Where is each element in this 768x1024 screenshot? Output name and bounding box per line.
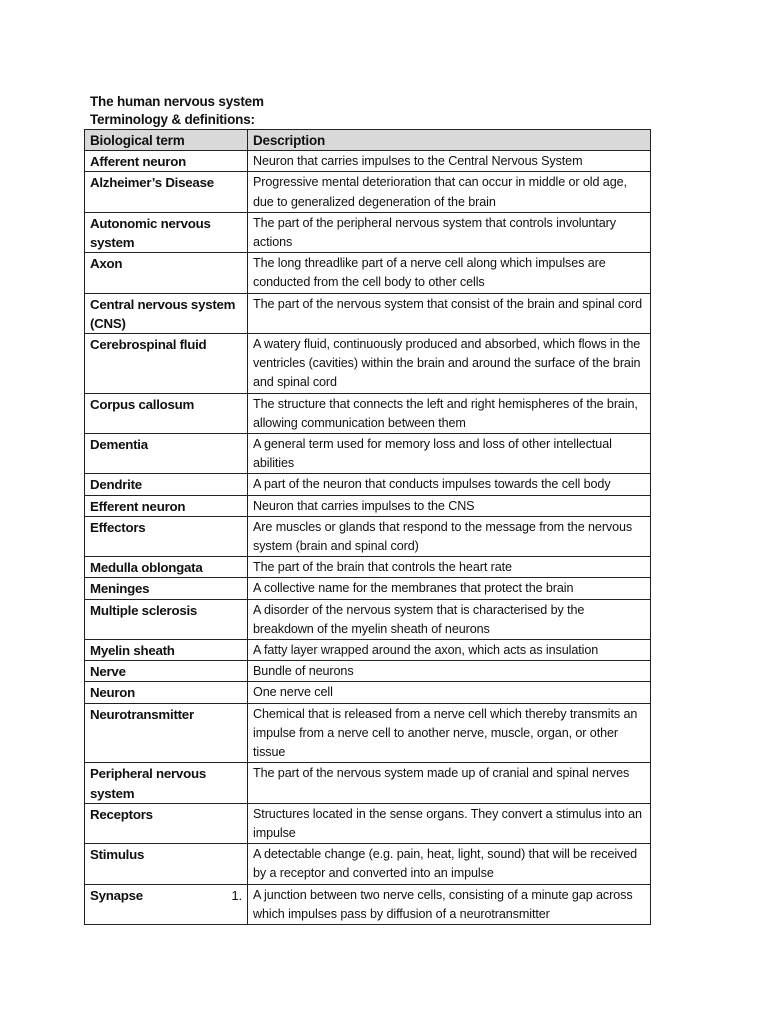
- term-cell: [85, 334, 248, 394]
- term-text: Nerve: [90, 664, 126, 680]
- term-cell: [85, 884, 248, 924]
- term-text: Effectors: [90, 519, 146, 535]
- description-cell: The part of the nervous system made up of cranial and spinal nerves: [248, 763, 651, 803]
- description-cell: The part of the peripheral nervous system that controls involuntary actions: [248, 212, 651, 252]
- document-title: The human nervous system: [90, 94, 264, 109]
- table-row: [85, 557, 651, 578]
- description-cell: A fatty layer wrapped around the axon, which acts as insulation: [248, 640, 651, 661]
- table-row: [85, 516, 651, 556]
- term-cell: [85, 703, 248, 763]
- table-row: [85, 474, 651, 495]
- term-cell: [85, 661, 248, 682]
- term-text: Peripheral nervous system: [90, 766, 206, 801]
- term-cell: [85, 495, 248, 516]
- description-cell: A part of the neuron that conducts impulses towards the cell body: [248, 474, 651, 495]
- table-row: [85, 682, 651, 703]
- term-cell: [85, 212, 248, 252]
- table-row: [85, 334, 651, 394]
- table-row: [85, 661, 651, 682]
- term-text: Medulla oblongata: [90, 560, 203, 576]
- description-cell: A collective name for the membranes that protect the brain: [248, 578, 651, 599]
- term-text: Multiple sclerosis: [90, 602, 198, 618]
- table-row: [85, 803, 651, 843]
- term-text: Autonomic nervous system: [90, 215, 211, 251]
- term-text: Synapse: [90, 887, 143, 903]
- term-text: Neurotransmitter: [90, 706, 194, 722]
- term-text: Dendrite: [90, 477, 142, 493]
- table-body: [85, 151, 651, 925]
- term-text: Cerebrospinal fluid: [90, 337, 207, 353]
- table-row: [85, 640, 651, 661]
- table-row: [85, 578, 651, 599]
- description-cell: A detectable change (e.g. pain, heat, light, sound) that will be received by a receptor and converted into an impulse: [248, 844, 651, 884]
- table-row: [85, 703, 651, 763]
- description-cell: The structure that connects the left and right hemispheres of the brain, allowing communication between them: [248, 393, 651, 433]
- document-subtitle: Terminology & definitions:: [90, 112, 255, 127]
- term-text: Alzheimer’s Disease: [90, 175, 214, 191]
- table-row: [85, 293, 651, 333]
- term-cell: [85, 253, 248, 293]
- terminology-table: [84, 129, 651, 925]
- list-marker: 1.: [231, 887, 242, 903]
- term-cell: [85, 293, 248, 333]
- term-cell: [85, 434, 248, 474]
- term-cell: [85, 393, 248, 433]
- term-text: Corpus callosum: [90, 396, 195, 412]
- term-cell: [85, 599, 248, 639]
- description-cell: The part of the nervous system that consist of the brain and spinal cord: [248, 293, 651, 333]
- term-text: Afferent neuron: [90, 154, 186, 170]
- description-cell: Chemical that is released from a nerve cell which thereby transmits an impulse from a nerve cell to another nerve, muscle, organ, or other tissue: [248, 703, 651, 763]
- term-text: Receptors: [90, 806, 153, 822]
- table-row: [85, 393, 651, 433]
- description-cell: The long threadlike part of a nerve cell along which impulses are conducted from the cell body to other cells: [248, 253, 651, 293]
- term-text: Neuron: [90, 685, 136, 701]
- term-cell: [85, 578, 248, 599]
- term-text: Stimulus: [90, 847, 145, 863]
- term-text: Myelin sheath: [90, 643, 175, 659]
- table-row: [85, 253, 651, 293]
- term-cell: [85, 474, 248, 495]
- table-row: [85, 763, 651, 803]
- description-cell: Are muscles or glands that respond to the message from the nervous system (brain and spinal cord): [248, 516, 651, 556]
- description-cell: Progressive mental deterioration that can occur in middle or old age, due to generalized degeneration of the brain: [248, 172, 651, 212]
- term-cell: [85, 172, 248, 212]
- description-cell: A disorder of the nervous system that is characterised by the breakdown of the myelin sheath of neurons: [248, 599, 651, 639]
- description-cell: One nerve cell: [248, 682, 651, 703]
- description-cell: Neuron that carries impulses to the CNS: [248, 495, 651, 516]
- table-row: [85, 599, 651, 639]
- table-row: [85, 884, 651, 924]
- table-row: [85, 844, 651, 884]
- table-row: [85, 495, 651, 516]
- table-row: [85, 434, 651, 474]
- description-cell: Bundle of neurons: [248, 661, 651, 682]
- term-cell: [85, 803, 248, 843]
- header-biological-term: Biological term: [85, 130, 248, 151]
- table-row: [85, 212, 651, 252]
- term-cell: [85, 640, 248, 661]
- description-cell: The part of the brain that controls the heart rate: [248, 557, 651, 578]
- term-text: Axon: [90, 256, 123, 272]
- term-cell: [85, 516, 248, 556]
- description-cell: A junction between two nerve cells, consisting of a minute gap across which impulses pass by diffusion of a neurotransmitter: [248, 884, 651, 924]
- term-text: Efferent neuron: [90, 498, 186, 514]
- table-row: [85, 151, 651, 172]
- description-cell: A watery fluid, continuously produced and absorbed, which flows in the ventricles (cavities) within the brain and around the surface of the brain and spinal cord: [248, 334, 651, 394]
- term-cell: [85, 763, 248, 803]
- term-cell: [85, 557, 248, 578]
- term-text: Central nervous system (CNS): [90, 296, 236, 331]
- term-text: Meninges: [90, 581, 150, 597]
- term-text: Dementia: [90, 437, 148, 453]
- document-page: [84, 93, 650, 925]
- table-row: [85, 172, 651, 212]
- term-cell: [85, 844, 248, 884]
- description-cell: Neuron that carries impulses to the Central Nervous System: [248, 151, 651, 172]
- description-cell: A general term used for memory loss and loss of other intellectual abilities: [248, 434, 651, 474]
- table-header-row: [85, 130, 651, 151]
- description-cell: Structures located in the sense organs. They convert a stimulus into an impulse: [248, 803, 651, 843]
- header-description: Description: [248, 130, 651, 151]
- term-cell: [85, 151, 248, 172]
- term-cell: [85, 682, 248, 703]
